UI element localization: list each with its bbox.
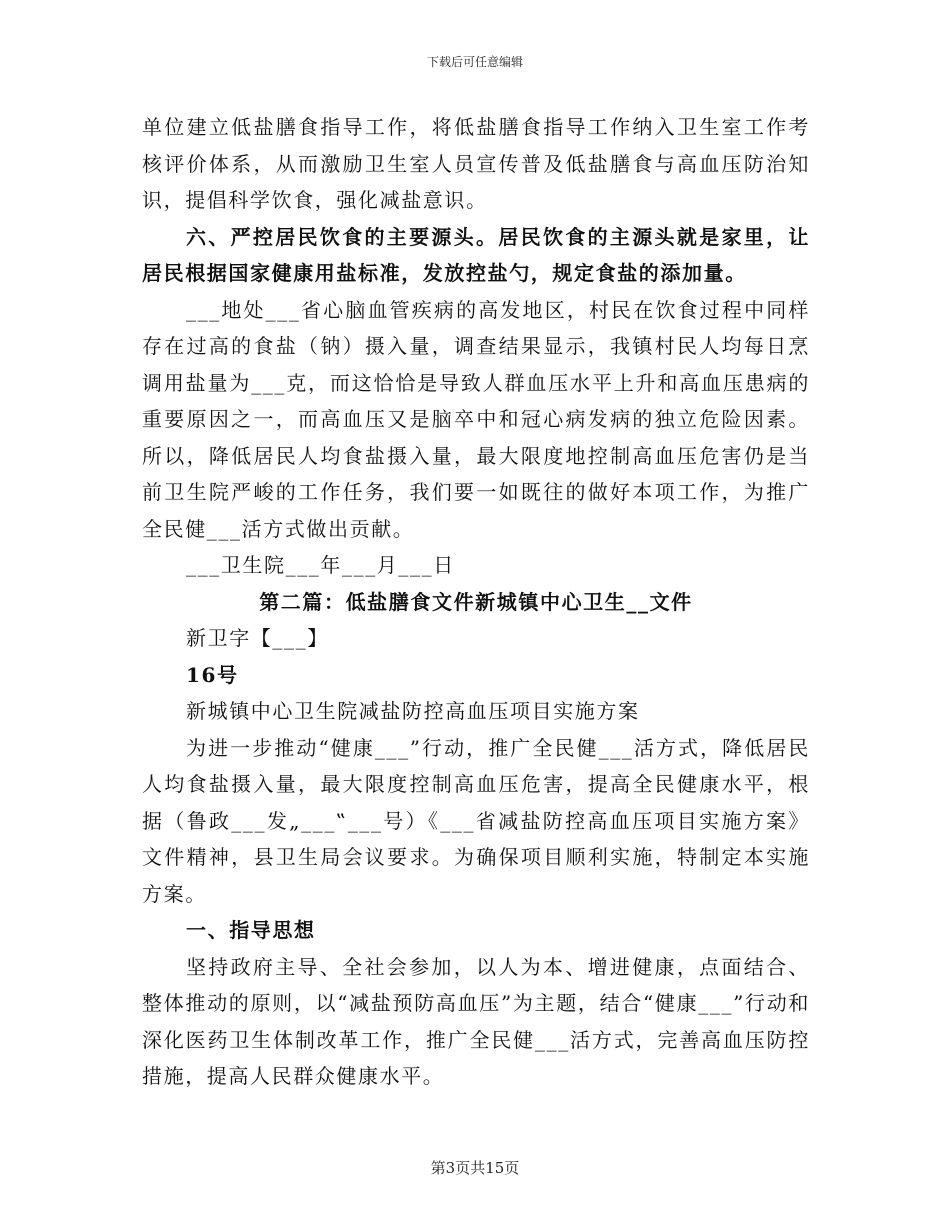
section-six-heading: 六、严控居民饮食的主要源头。居民饮食的主源头就是家里，让居民根据国家健康用盐标准，发放控盐勺，规定食盐的添加量。 (142, 224, 810, 285)
paragraph-regional-situation: ___地处___省心脑血管疾病的高发地区，村民在饮食过程中同样存在过高的食盐（钠）摄入量，调查结果显示，我镇村民人均每日烹调用盐量为___克，而这恰恰是导致人群血压水平上升和高血压患病的重要原因之一，而高血压又是脑卒中和冠心病发病的独立危险因素。所以，降低居民人均食盐摄入量，最大限度地控制高血压危害仍是当前卫生院严峻的工作任务，我们要一如既往的做好本项工作，为推广全民健___活方式做出贡献。 (142, 297, 810, 541)
paragraph-guiding-thought: 坚持政府主导、全社会参加，以人为本、增进健康，点面结合、整体推动的原则，以“减盐预防高血压”为主题，结合“健康___”行动和深化医药卫生体制改革工作，推广全民健___活方式，完善高血压防控措施，提高人民群众健康水平。 (142, 954, 810, 1088)
page-header-note: 下载后可任意编辑 (426, 55, 523, 69)
document-body (142, 109, 810, 1095)
document-serial: 16号 (186, 662, 239, 687)
second-article-title: 第二篇：低盐膳食文件新城镇中心卫生__文件 (259, 589, 693, 614)
document-number: 新卫字【___】 (186, 626, 329, 650)
paragraph-plan-intro: 为进一步推动“健康___”行动，推广全民健___活方式，降低居民人均食盐摄入量，最大限度控制高血压危害，提高全民健康水平，根据（鲁政___发„___‟___号）《___省减盐防控高血压项目实施方案》文件精神，县卫生局会议要求。为确保项目顺利实施，特制定本实施方案。 (142, 735, 810, 906)
signature-date-line: ___卫生院___年___月___日 (186, 553, 455, 577)
section-one-heading: 一、指导思想 (186, 918, 316, 942)
plan-title: 新城镇中心卫生院减盐防控高血压项目实施方案 (186, 699, 640, 723)
page-number: 第3页共15页 (430, 1159, 520, 1177)
paragraph-low-salt-guidance: 单位建立低盐膳食指导工作，将低盐膳食指导工作纳入卫生室工作考核评价体系，从而激励卫生室人员宣传普及低盐膳食与高血压防治知识，提倡科学饮食，强化减盐意识。 (142, 115, 810, 212)
